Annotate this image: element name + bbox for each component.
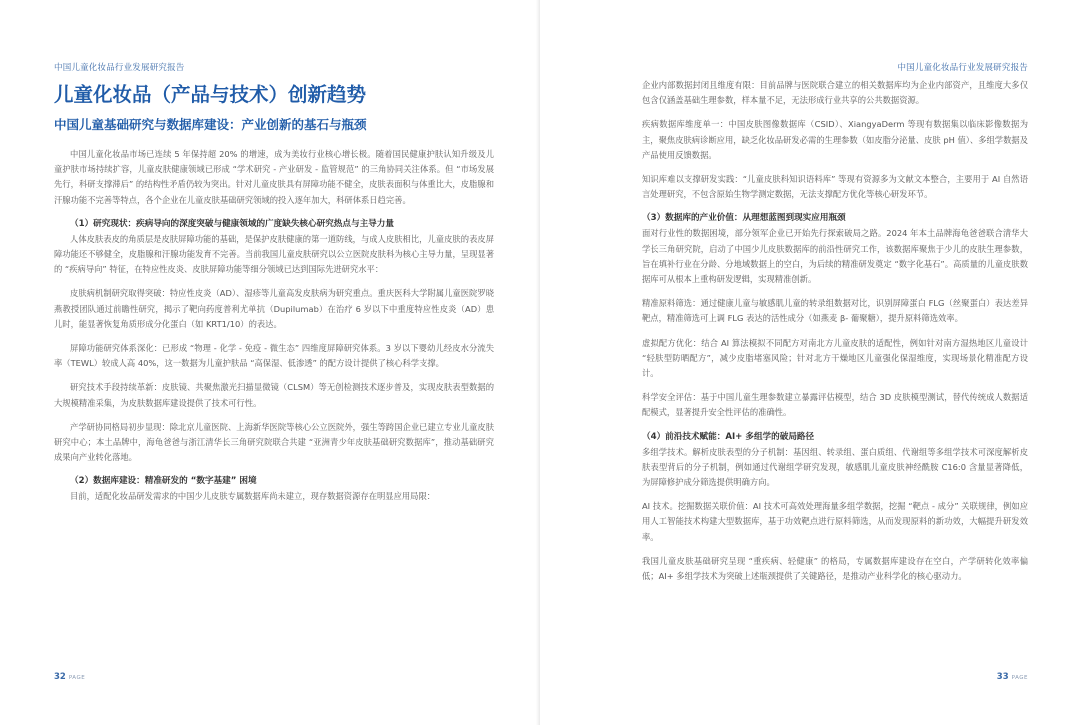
- paragraph: 我国儿童皮肤基础研究呈现 “重疾病、轻健康” 的格局，专属数据库建设存在空白，产学研转化效率偏低；AI+ 多组学技术为突破上述瓶颈提供了关键路径，是推动产业科学化的核心驱动力。: [642, 555, 1028, 582]
- paragraph: 皮肤病机制研究取得突破：特应性皮炎（AD）、湿疹等儿童高发皮肤病为研究重点。重庆医科大学附属儿童医院罗晓燕教授团队通过前瞻性研究，揭示了靶向药度普利尤单抗（Dupilumab）在治疗 6 岁以下中重度特应性皮炎（AD）患儿时，能显著恢复角质形成分化蛋白（如 KRT1/10）的表达。: [54, 288, 494, 329]
- paragraph: 虚拟配方优化：结合 AI 算法模拟不同配方对南北方儿童皮肤的适配性，例如针对南方湿热地区儿童设计 “轻肤型防晒配方”，减少皮脂堵塞风险；针对北方干燥地区儿童强化保湿维度，实现场景化精准配方设计。: [642, 337, 1028, 379]
- paragraph: AI 技术。挖掘数据关联价值：AI 技术可高效处理海量多组学数据，挖掘 “靶点 - 成分” 关联规律，例如应用人工智能技术构建大型数据库，基于功效靶点进行原料筛选，从而发现原料的新功效，大幅提升研发效率。: [642, 501, 1028, 542]
- paragraph: 产学研协同格局初步显现：除北京儿童医院、上海新华医院等核心公立医院外，强生等跨国企业已建立专业儿童皮肤研究中心；本土品牌中，海龟爸爸与浙江清华长三角研究院联合共建 “亚洲青少年皮肤基础研究数据库”，推动基础研究成果向产业转化落地。: [54, 421, 494, 463]
- section-2-heading: （2）数据库建设：精准研发的 “数字基建” 困境: [70, 476, 257, 487]
- paragraph: 知识库难以支撑研发实践：“儿童皮肤科知识语料库” 等现有资源多为文献文本整合，主要用于 AI 自然语言处理研究，不包含原始生物学测定数据，无法支撑配方优化等核心研发环节。: [642, 174, 1028, 200]
- paragraph: 面对行业性的数据困境，部分领军企业已开始先行探索破局之路。2024 年本土品牌海龟爸爸联合清华大学长三角研究院，启动了中国少儿皮肤数据库的前沿性研究工作，该数据库聚焦于少儿的皮肤生理参数，旨在填补行业在分龄、分地域数据上的空白，为后续的精准研发奠定 “数字化基石”。高质量的儿童皮肤数据库可从根本上重构研发逻辑，实现精准创新。: [642, 228, 1028, 285]
- paragraph: 研究技术手段持续革新：皮肤镜、共聚焦激光扫描显微镜（CLSM）等无创检测技术逐步普及，实现皮肤表型数据的大规模精准采集，为皮肤数据库建设提供了技术可行性。: [54, 382, 494, 408]
- page-number: 32 PAGE: [54, 672, 86, 682]
- section-subtitle: 中国儿童基础研究与数据库建设：产业创新的基石与瓶颈: [54, 117, 367, 132]
- intro-paragraph: 中国儿童化妆品市场已连续 5 年保持超 20% 的增速，成为美妆行业核心增长极。随着国民健康护肤认知升级及儿童护肤市场持续扩容，儿童皮肤健康领域已形成 “学术研究 - 产业研发 - 监管规范” 的三角协同关注体系。但 “市场发展先行，科研支撑滞后” 的结构性矛盾仍较为突出。针对儿童皮肤具有屏障功能不健全，皮肤表面积与体重比大，皮脂腺和汗腺功能不完善等特点，各个企业在儿童皮肤基础研究领域的投入逐年加大，科研体系日趋完善。: [54, 149, 494, 205]
- right-page: [540, 0, 1080, 725]
- paragraph: 科学安全评估：基于中国儿童生理参数建立暴露评估模型，结合 3D 皮肤模型测试，替代传统成人数据适配模式，显著提升安全性评估的准确性。: [642, 392, 1028, 418]
- right-column: [642, 78, 1028, 584]
- page-number: 33 PAGE: [996, 672, 1028, 682]
- paragraph: 企业内部数据封闭且维度有限：目前品牌与医院联合建立的相关数据库均为企业内部资产，且维度大多仅包含仅涵盖基础生理参数，样本量不足，无法形成行业共享的公共数据资源。: [642, 80, 1028, 106]
- paragraph: 人体皮肤表皮的角质层是皮肤屏障功能的基础，是保护皮肤健康的第一道防线，与成人皮肤相比，儿童皮肤的表皮屏障功能还不够健全，皮脂腺和汗腺功能发育不完善。当前我国儿童皮肤研究以公立医院皮肤科为核心主导力量，呈现显著的 “疾病导向” 特征，在特应性皮炎、皮肤屏障功能等细分领域已达到国际先进研究水平：: [54, 233, 494, 275]
- section-1-heading: （1）研究现状：疾病导向的深度突破与健康领域的广度缺失核心研究热点与主导力量: [70, 218, 394, 229]
- paragraph: 精准原料筛选：通过健康儿童与敏感肌儿童的转录组数据对比，识别屏障蛋白 FLG（丝聚蛋白）表达差异靶点，精准筛选可上调 FLG 表达的活性成分（如燕麦 β- 葡聚糖），提升原料筛选效率。: [642, 298, 1028, 324]
- paragraph: 目前，适配化妆品研发需求的中国少儿皮肤专属数据库尚未建立，现存数据资源存在明显应用局限：: [70, 491, 436, 502]
- running-head: 中国儿童化妆品行业发展研究报告: [54, 63, 185, 73]
- running-head: 中国儿童化妆品行业发展研究报告: [897, 63, 1028, 73]
- section-3-heading: （3）数据库的产业价值：从理想蓝图到现实应用瓶颈: [642, 213, 846, 224]
- section-4-heading: （4）前沿技术赋能：AI+ 多组学的破局路径: [642, 431, 815, 442]
- paragraph: 疾病数据库维度单一：中国皮肤图像数据库（CSID）、XiangyaDerm 等现有数据集以临床影像数据为主，聚焦皮肤病诊断应用，缺乏化妆品研发必需的生理参数（如皮脂分泌量、皮肤 pH 值）、多组学数据及产品使用反馈数据。: [642, 119, 1028, 160]
- paragraph: 多组学技术。解析皮肤表型的分子机制：基因组、转录组、蛋白质组、代谢组等多组学技术可深度解析皮肤表型背后的分子机制，例如通过代谢组学研究发现，敏感肌儿童皮肤神经酰胺 C16:0 含量显著降低，为屏障修护成分筛选提供明确方向。: [642, 446, 1028, 488]
- left-column: [54, 82, 494, 505]
- page-title: 儿童化妆品（产品与技术）创新趋势: [54, 83, 367, 106]
- paragraph: 屏障功能研究体系深化：已形成 “物理 - 化学 - 免疫 - 微生态” 四维度屏障研究体系。3 岁以下婴幼儿经皮水分流失率（TEWL）较成人高 40%，这一数据为儿童护肤品 “高保湿、低渗透” 的配方设计提供了核心科学支撑。: [54, 343, 494, 369]
